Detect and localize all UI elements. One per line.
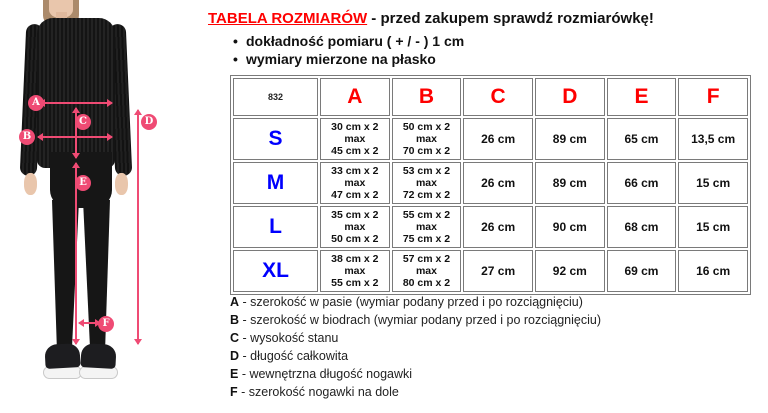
measure-cell: 15 cm: [678, 206, 748, 248]
measure-label-c: C: [75, 114, 91, 130]
title-subtitle: - przed zakupem sprawdź rozmiarówkę!: [367, 10, 654, 27]
table-row: [233, 250, 748, 292]
measure-cell: 68 cm: [607, 206, 677, 248]
legend-item: E - wewnętrzna długość nogawki: [230, 367, 413, 381]
measure-cell: 66 cm: [607, 162, 677, 204]
measure-cell: 69 cm: [607, 250, 677, 292]
measure-cell: 15 cm: [678, 162, 748, 204]
column-header-e: E: [607, 78, 677, 116]
legend-letter: C: [230, 331, 240, 345]
model-left-hand: [24, 173, 37, 195]
content-area: [205, 0, 765, 413]
legend-item: B - szerokość w biodrach (wymiar podany przed i po rozciągnięciu): [230, 313, 601, 327]
measure-arrow-e: [75, 163, 77, 344]
table-row: [233, 118, 748, 160]
measure-cell: 65 cm: [607, 118, 677, 160]
measure-cell: 90 cm: [535, 206, 605, 248]
measure-cell: 16 cm: [678, 250, 748, 292]
measure-cell: 13,5 cm: [678, 118, 748, 160]
size-table: [230, 75, 751, 295]
measure-cell: 33 cm x 2 max 47 cm x 2: [320, 162, 390, 204]
model-right-hand: [115, 173, 128, 195]
model-figure: [0, 0, 200, 413]
measure-label-b: B: [19, 129, 35, 145]
measure-cell: 50 cm x 2 max 70 cm x 2: [392, 118, 462, 160]
column-header-a: A: [320, 78, 390, 116]
measure-cell: 89 cm: [535, 162, 605, 204]
bullet-item: • dokładność pomiaru ( + / - ) 1 cm: [233, 32, 464, 50]
model-number-cell: 832: [233, 78, 318, 116]
table-row: [233, 206, 748, 248]
column-header-f: F: [678, 78, 748, 116]
measure-label-a: A: [28, 95, 44, 111]
legend-item: A - szerokość w pasie (wymiar podany przed i po rozciągnięciu): [230, 295, 583, 309]
measure-cell: 26 cm: [463, 162, 533, 204]
measure-label-f: F: [98, 316, 114, 332]
measure-cell: 26 cm: [463, 118, 533, 160]
size-label: L: [233, 206, 318, 248]
measure-arrow-f: [79, 322, 100, 324]
bullet-item: • wymiary mierzone na płasko: [233, 50, 464, 68]
measure-arrow-a: [40, 102, 112, 104]
column-header-c: C: [463, 78, 533, 116]
legend-item: D - długość całkowita: [230, 349, 349, 363]
title-main: TABELA ROZMIARÓW: [208, 10, 368, 27]
bullet-list: [233, 32, 464, 68]
legend-letter: E: [230, 367, 239, 381]
measure-cell: 55 cm x 2 max 75 cm x 2: [392, 206, 462, 248]
measure-cell: 57 cm x 2 max 80 cm x 2: [392, 250, 462, 292]
legend-letter: D: [230, 349, 240, 363]
column-header-d: D: [535, 78, 605, 116]
table-row: [233, 162, 748, 204]
measure-cell: 53 cm x 2 max 72 cm x 2: [392, 162, 462, 204]
measure-label-e: E: [75, 175, 91, 191]
size-label: S: [233, 118, 318, 160]
measure-cell: 89 cm: [535, 118, 605, 160]
left-sneaker: [44, 343, 80, 369]
size-label: XL: [233, 250, 318, 292]
measure-label-d: D: [141, 114, 157, 130]
right-sneaker: [80, 343, 116, 369]
legend: [230, 293, 601, 401]
measure-cell: 26 cm: [463, 206, 533, 248]
measure-cell: 35 cm x 2 max 50 cm x 2: [320, 206, 390, 248]
column-header-b: B: [392, 78, 462, 116]
legend-item: C - wysokość stanu: [230, 331, 339, 345]
legend-letter: B: [230, 313, 240, 327]
legend-letter: F: [230, 385, 238, 399]
measure-cell: 27 cm: [463, 250, 533, 292]
measure-cell: 38 cm x 2 max 55 cm x 2: [320, 250, 390, 292]
legend-letter: A: [230, 295, 240, 309]
size-label: M: [233, 162, 318, 204]
table-header-row: [233, 78, 748, 116]
measure-cell: 30 cm x 2 max 45 cm x 2: [320, 118, 390, 160]
legend-item: F - szerokość nogawki na dole: [230, 385, 399, 399]
page-title: [208, 10, 654, 27]
measure-cell: 92 cm: [535, 250, 605, 292]
measure-arrow-d: [137, 110, 139, 344]
